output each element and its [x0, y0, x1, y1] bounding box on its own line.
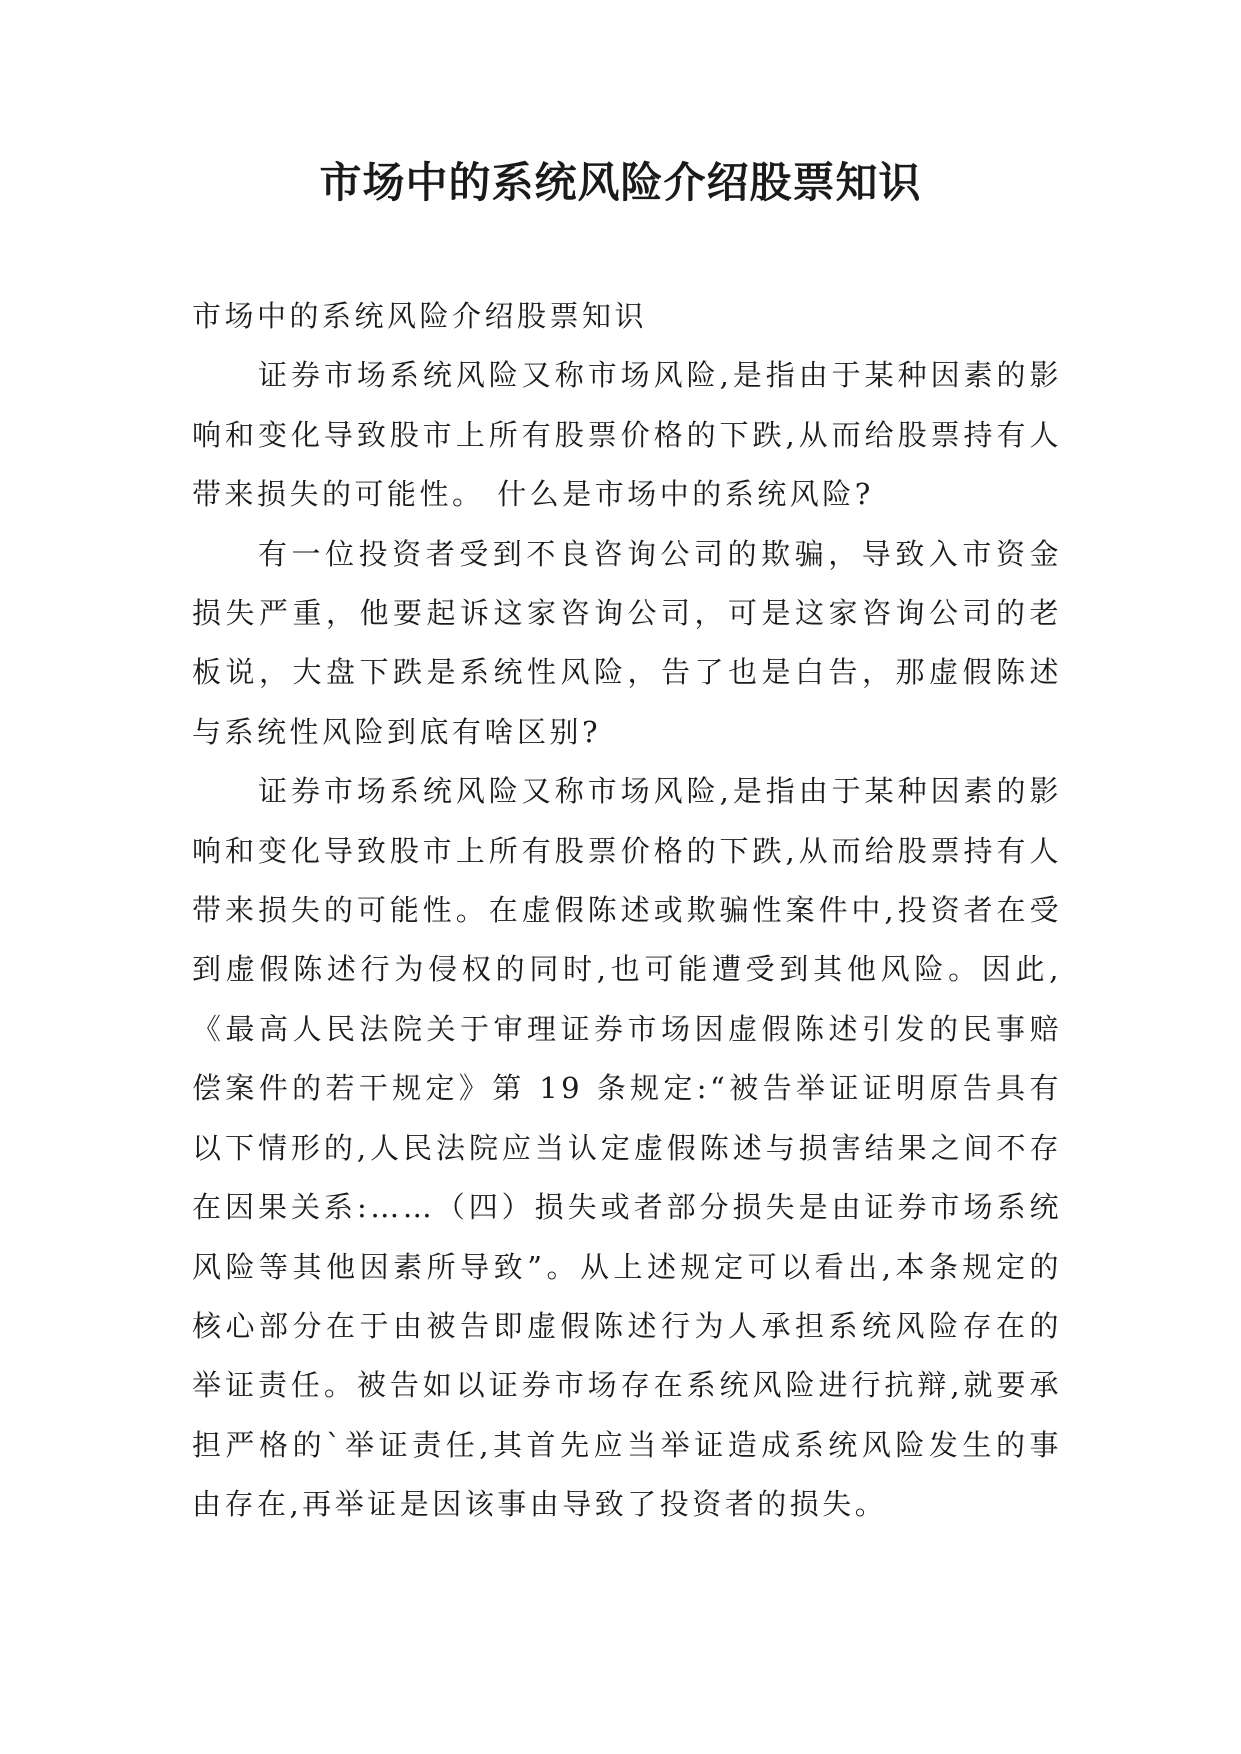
document-title: 市场中的系统风险介绍股票知识: [319, 158, 922, 207]
paragraph-3: 证券市场系统风险又称市场风险,是指由于某种因素的影响和变化导致股市上所有股票价格的下跌,从而给股票持有人带来损失的可能性。在虚假陈述或欺骗性案件中,投资者在受到虚假陈述行为侵权的同时,也可能遭受到其他风险。因此,《最高人民法院关于审理证券市场因虚假陈述引发的民事赔偿案件的若干规定》第 19 条规定:“被告举证证明原告具有以下情形的,人民法院应当认定虚假陈述与损害结果之间不存在因果关系:……（四）损失或者部分损失是由证券市场系统风险等其他因素所导致”。从上述规定可以看出,本条规定的核心部分在于由被告即虚假陈述行为人承担系统风险存在的举证责任。被告如以证券市场存在系统风险进行抗辩,就要承担严格的`举证责任,其首先应当举证造成系统风险发生的事由存在,再举证是因该事由导致了投资者的损失。: [192, 774, 1062, 1522]
document-subtitle: 市场中的系统风险介绍股票知识: [192, 299, 648, 333]
document-body: [192, 287, 1062, 1535]
paragraph-2: 有一位投资者受到不良咨询公司的欺骗，导致入市资金损失严重，他要起诉这家咨询公司，可是这家咨询公司的老板说，大盘下跌是系统性风险，告了也是白告，那虚假陈述与系统性风险到底有啥区别?: [192, 536, 1062, 749]
paragraph-1: 证券市场系统风险又称市场风险,是指由于某种因素的影响和变化导致股市上所有股票价格的下跌,从而给股票持有人带来损失的可能性。 什么是市场中的系统风险?: [192, 358, 1062, 512]
